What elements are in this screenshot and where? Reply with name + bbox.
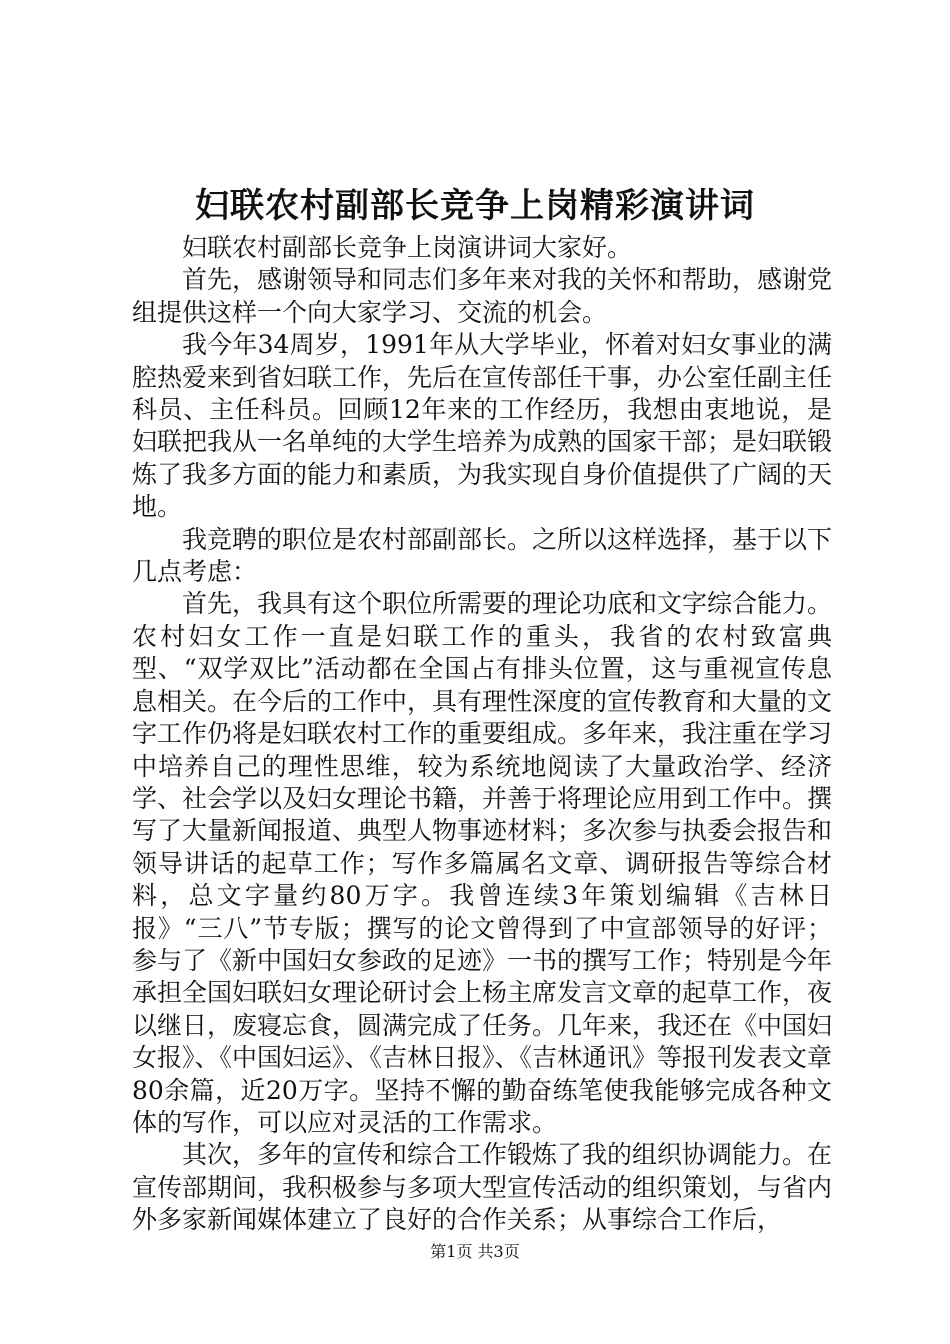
paragraph-second-reason: 其次，多年的宣传和综合工作锻炼了我的组织协调能力。在宣传部期间，我积极参与多项大型宣传活动的组织策划，与省内外多家新闻媒体建立了良好的合作关系；从事综合工作后， bbox=[132, 1140, 833, 1235]
paragraph-position: 我竞聘的职位是农村部副部长。之所以这样选择，基于以下几点考虑： bbox=[132, 524, 833, 587]
paragraph-greeting: 妇联农村副部长竞争上岗演讲词大家好。 bbox=[182, 233, 633, 262]
document-title: 妇联农村副部长竞争上岗精彩演讲词 bbox=[195, 186, 755, 226]
paragraph-first-reason: 首先，我具有这个职位所需要的理论功底和文字综合能力。农村妇女工作一直是妇联工作的重头，我省的农村致富典型、“双学双比”活动都在全国占有排头位置，这与重视宣传息息相关。在今后的工作中，具有理性深度的宣传教育和大量的文字工作仍将是妇联农村工作的重要组成。多年来，我注重在学习中培养自己的理性思维，较为系统地阅读了大量政治学、经济学、社会学以及妇女理论书籍，并善于将理论应用到工作中。撰写了大量新闻报道、典型人物事迹材料；多次参与执委会报告和领导讲话的起草工作；写作多篇属名文章、调研报告等综合材料，总文字量约80万字。我曾连续3年策划编辑《吉林日报》“三八”节专版；撰写的论文曾得到了中宣部领导的好评；参与了《新中国妇女参政的足迹》一书的撰写工作；特别是今年承担全国妇联妇女理论研讨会上杨主席发言文章的起草工作，夜以继日，废寝忘食，圆满完成了任务。几年来，我还在《中国妇女报》、《中国妇运》、《吉林日报》、《吉林通讯》等报刊发表文章80余篇，近20万字。坚持不懈的勤奋练笔使我能够完成各种文体的写作，可以应对灵活的工作需求。 bbox=[132, 589, 833, 1137]
paragraph-thanks: 首先，感谢领导和同志们多年来对我的关怀和帮助，感谢党组提供这样一个向大家学习、交流的机会。 bbox=[132, 265, 833, 327]
page-number-footer: 第1页 共3页 bbox=[430, 1242, 520, 1261]
document-body bbox=[132, 232, 832, 1237]
paragraph-background: 我今年34周岁，1991年从大学毕业，怀着对妇女事业的满腔热爱来到省妇联工作，先后在宣传部任干事，办公室任副主任科员、主任科员。回顾12年来的工作经历，我想由衷地说，是妇联把我从一名单纯的大学生培养为成熟的国家干部；是妇联锻炼了我多方面的能力和素质，为我实现自身价值提供了广阔的天地。 bbox=[132, 330, 833, 522]
